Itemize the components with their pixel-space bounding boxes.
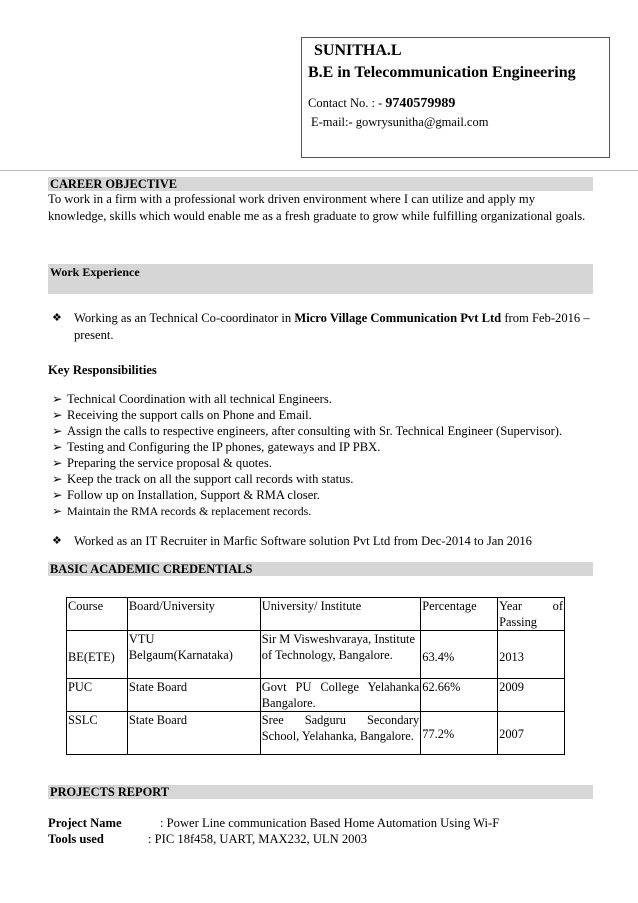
section-academic-credentials: BASIC ACADEMIC CREDENTIALS	[48, 562, 593, 576]
header-course: Course	[67, 598, 128, 631]
diamond-bullet-icon: ❖	[52, 312, 62, 324]
career-objective-text: To work in a firm with a professional work driven environment where I can utilize and apply my knowledge, skills which would enable me as a fresh graduate to grow while fulfilling organizational goals.	[48, 192, 586, 223]
table-header-row	[67, 598, 565, 631]
arrow-bullet-icon: ➢	[52, 424, 63, 438]
arrow-bullet-icon: ➢	[52, 488, 63, 502]
arrow-bullet-icon: ➢	[52, 440, 63, 454]
project-name-value: : Power Line communication Based Home Automation Using Wi-F	[160, 816, 500, 830]
project-name-label: Project Name	[48, 816, 122, 830]
section-work-experience: Work Experience	[48, 264, 593, 294]
arrow-bullet-icon: ➢	[52, 408, 63, 422]
header-divider	[0, 170, 638, 171]
header-institute: University/ Institute	[260, 598, 421, 631]
tools-used-label: Tools used	[48, 832, 104, 846]
academic-table	[66, 597, 565, 755]
contact-label: Contact No. : -	[308, 96, 386, 110]
table-row: SSLC State Board Sree Sadguru Secondary School, Yelahanka, Bangalore. 77.2% 2007	[67, 712, 565, 755]
arrow-bullet-icon: ➢	[52, 456, 63, 470]
section-career-objective: CAREER OBJECTIVE	[48, 177, 593, 191]
table-row: PUC State Board Govt PU College Yelahanka Bangalore. 62.66% 2009	[67, 679, 565, 712]
candidate-degree: B.E in Telecommunication Engineering	[308, 64, 576, 81]
job-1-period: from Feb-2016 – present.	[74, 311, 590, 342]
email-line: E-mail:- gowrysunitha@gmail.com	[311, 115, 489, 129]
key-responsibilities-title: Key Responsibilities	[48, 363, 157, 377]
arrow-bullet-icon: ➢	[52, 504, 63, 518]
table-row: BE(ETE) VTU Belgaum(Karnataka) Sir M Visweshvaraya, Institute of Technology, Bangalore. 63.4% 2013	[67, 631, 565, 679]
header-box	[301, 37, 610, 158]
job-1	[52, 310, 592, 344]
arrow-bullet-icon: ➢	[52, 392, 63, 406]
arrow-bullet-icon: ➢	[52, 472, 63, 486]
tools-used-value: : PIC 18f458, UART, MAX232, ULN 2003	[148, 832, 368, 846]
header-board: Board/University	[127, 598, 260, 631]
contact-line	[308, 96, 455, 112]
section-projects-report: PROJECTS REPORT	[48, 785, 593, 799]
candidate-name: SUNITHA.L	[314, 42, 402, 59]
header-year: Year of Passing	[499, 599, 563, 629]
job-1-company: Micro Village Communication Pvt Ltd	[294, 311, 502, 325]
header-percentage: Percentage	[421, 598, 498, 631]
job-1-text: Working as an Technical Co-coordinator in	[74, 311, 295, 325]
phone-number: 9740579989	[385, 96, 456, 111]
diamond-bullet-icon: ❖	[52, 535, 62, 547]
